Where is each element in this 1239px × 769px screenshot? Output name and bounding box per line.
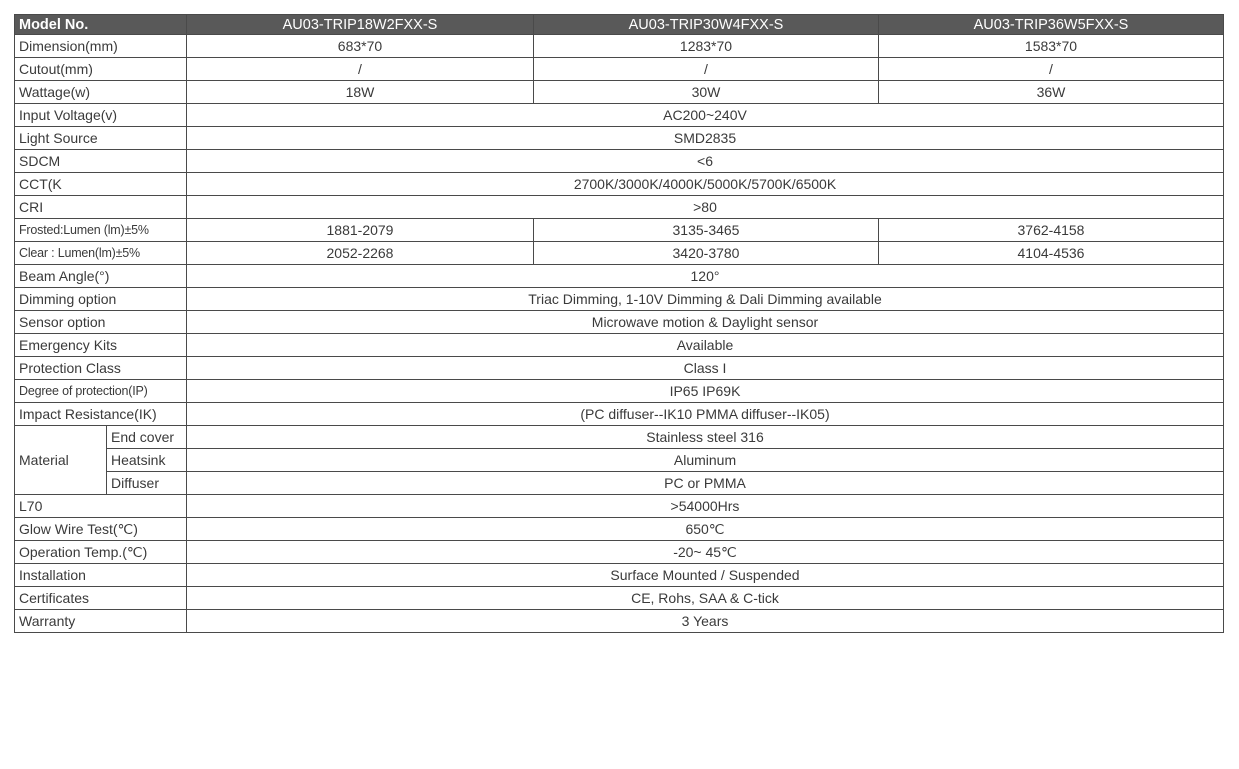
spec-value: 683*70 [187,35,534,58]
spec-label: Degree of protection(IP) [15,380,187,403]
spec-row-material-diffuser [15,472,1224,495]
spec-label: CCT(K [15,173,187,196]
spec-value: Stainless steel 316 [187,426,1224,449]
spec-label: Operation Temp.(℃) [15,541,187,564]
spec-value: Triac Dimming, 1-10V Dimming & Dali Dimming available [187,288,1224,311]
spec-label: Clear : Lumen(lm)±5% [15,242,187,265]
spec-row-material-heatsink [15,449,1224,472]
spec-label: Beam Angle(°) [15,265,187,288]
spec-label: Wattage(w) [15,81,187,104]
spec-row-operation-temp [15,541,1224,564]
spec-value: 1283*70 [534,35,879,58]
spec-value: 2052-2268 [187,242,534,265]
spec-value: (PC diffuser--IK10 PMMA diffuser--IK05) [187,403,1224,426]
spec-label: Impact Resistance(IK) [15,403,187,426]
spec-row-warranty [15,610,1224,633]
spec-row-cri [15,196,1224,219]
spec-value: Microwave motion & Daylight sensor [187,311,1224,334]
spec-value: 2700K/3000K/4000K/5000K/5700K/6500K [187,173,1224,196]
spec-value: / [187,58,534,81]
spec-row-material-end-cover [15,426,1224,449]
spec-label: Certificates [15,587,187,610]
spec-label: Installation [15,564,187,587]
spec-value: 3762-4158 [879,219,1224,242]
spec-value: CE, Rohs, SAA & C-tick [187,587,1224,610]
spec-value: Aluminum [187,449,1224,472]
spec-value: 650℃ [187,518,1224,541]
spec-value: SMD2835 [187,127,1224,150]
spec-value: PC or PMMA [187,472,1224,495]
spec-value: 3 Years [187,610,1224,633]
spec-label-material: Material [15,426,107,495]
spec-label: Dimming option [15,288,187,311]
spec-row-dimming [15,288,1224,311]
spec-label: Emergency Kits [15,334,187,357]
model-no-header: Model No. [15,15,187,35]
spec-label: Input Voltage(v) [15,104,187,127]
spec-row-beam-angle [15,265,1224,288]
spec-sublabel: Diffuser [107,472,187,495]
spec-row-l70 [15,495,1224,518]
spec-row-glow-wire [15,518,1224,541]
spec-label: Sensor option [15,311,187,334]
spec-label: Light Source [15,127,187,150]
model-header: AU03-TRIP30W4FXX-S [534,15,879,35]
spec-label: Cutout(mm) [15,58,187,81]
spec-row-ip [15,380,1224,403]
spec-label: Glow Wire Test(℃) [15,518,187,541]
spec-row-wattage [15,81,1224,104]
model-header: AU03-TRIP18W2FXX-S [187,15,534,35]
spec-label: Warranty [15,610,187,633]
spec-value: 4104-4536 [879,242,1224,265]
spec-row-input-voltage [15,104,1224,127]
spec-value: 1583*70 [879,35,1224,58]
spec-value: IP65 IP69K [187,380,1224,403]
model-header: AU03-TRIP36W5FXX-S [879,15,1224,35]
spec-value: 120° [187,265,1224,288]
spec-label: L70 [15,495,187,518]
spec-row-ik [15,403,1224,426]
spec-row-sdcm [15,150,1224,173]
spec-value: 36W [879,81,1224,104]
spec-value: / [879,58,1224,81]
spec-value: >80 [187,196,1224,219]
spec-row-light-source [15,127,1224,150]
spec-label: CRI [15,196,187,219]
header-row [15,15,1224,35]
spec-row-certificates [15,587,1224,610]
spec-value: -20~ 45℃ [187,541,1224,564]
spec-label: SDCM [15,150,187,173]
spec-label: Dimension(mm) [15,35,187,58]
spec-value: Available [187,334,1224,357]
spec-value: 30W [534,81,879,104]
spec-sublabel: End cover [107,426,187,449]
spec-sublabel: Heatsink [107,449,187,472]
spec-label: Frosted:Lumen (lm)±5% [15,219,187,242]
spec-row-cutout [15,58,1224,81]
spec-row-dimension [15,35,1224,58]
spec-value: 1881-2079 [187,219,534,242]
spec-table [14,14,1224,633]
spec-label: Protection Class [15,357,187,380]
spec-value: AC200~240V [187,104,1224,127]
spec-value: Class I [187,357,1224,380]
spec-value: 3135-3465 [534,219,879,242]
spec-row-installation [15,564,1224,587]
spec-row-protection-class [15,357,1224,380]
spec-value: 18W [187,81,534,104]
spec-value: Surface Mounted / Suspended [187,564,1224,587]
spec-value: >54000Hrs [187,495,1224,518]
spec-row-sensor [15,311,1224,334]
spec-row-emergency [15,334,1224,357]
spec-row-frosted-lumen [15,219,1224,242]
spec-row-cct [15,173,1224,196]
spec-row-clear-lumen [15,242,1224,265]
spec-value: / [534,58,879,81]
spec-value: 3420-3780 [534,242,879,265]
spec-value: <6 [187,150,1224,173]
